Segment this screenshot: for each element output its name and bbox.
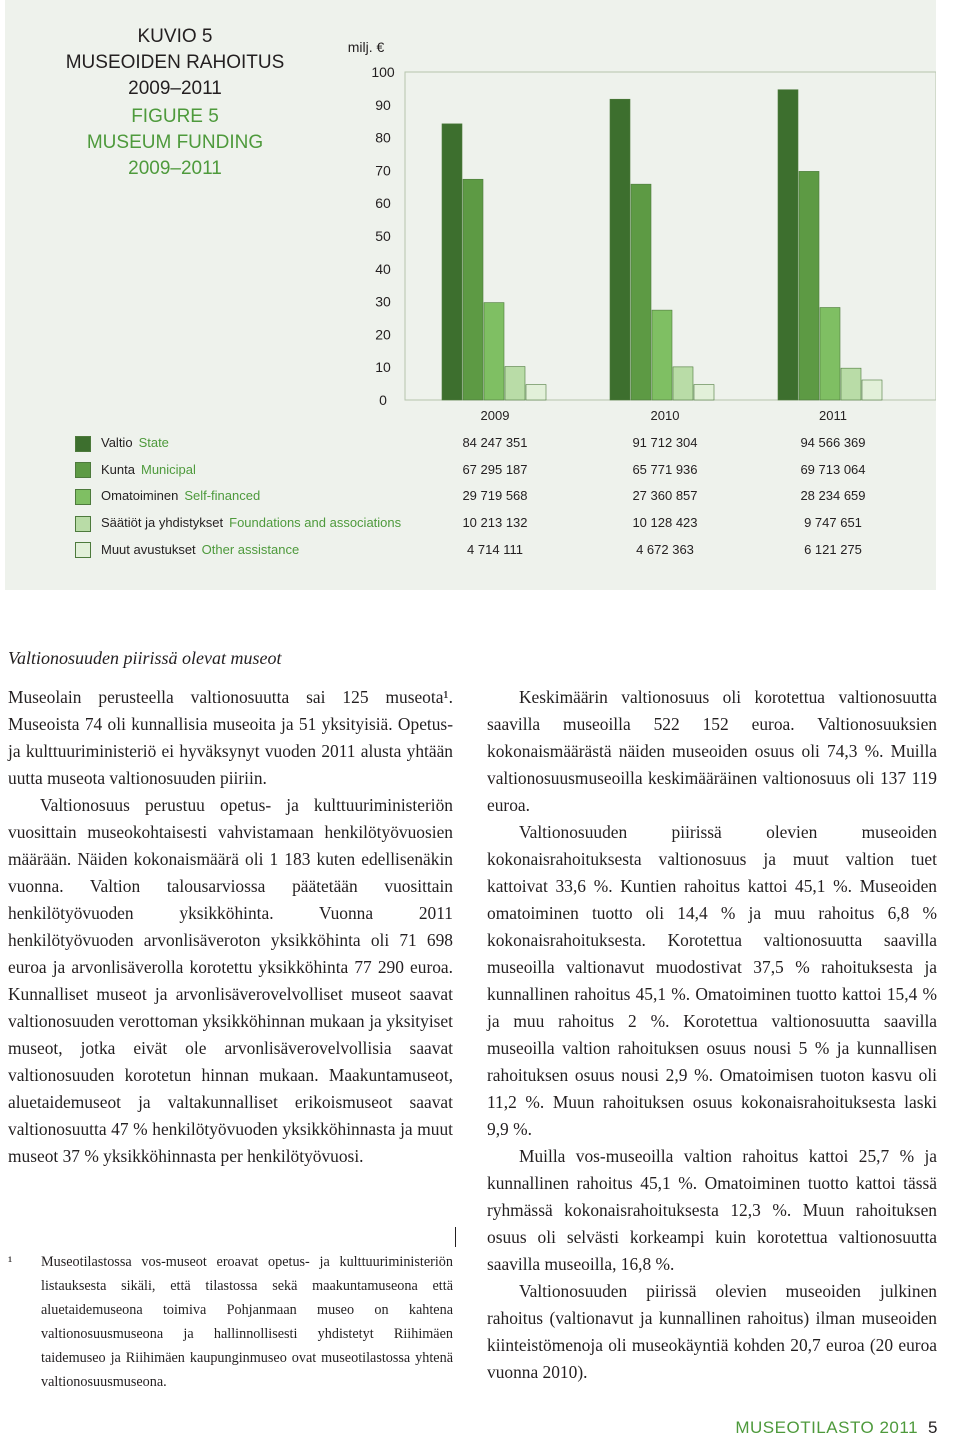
data-value: 69 713 064 (800, 461, 866, 477)
footnote-text: Museotilastossa vos-museot eroavat opetus- ja kulttuuriministeriön listauksesta sikäli, että tilastossa sekä maakuntamuseona että aluetaidemuseona toimiva Pohjanmaan museo on kahtena valtionosuusmuseona ja hallinnollisesti yhdistetyt Riihimäen taidemuseo ja Riihimäen kaupunginmuseo ovat museotilastossa yhtenä valtionosuusmuseona. (41, 1254, 453, 1390)
data-value: 27 360 857 (632, 488, 698, 504)
year-header: 2009 (480, 408, 510, 423)
bar-2011-1 (799, 171, 819, 400)
y-tick-label: 60 (375, 195, 391, 212)
y-tick-label: 50 (375, 228, 391, 244)
legend-item (75, 487, 260, 505)
bar-2009-2 (484, 303, 504, 400)
legend-label-en: State (138, 435, 169, 450)
data-value: 4 672 363 (636, 541, 694, 557)
year-header: 2011 (819, 408, 847, 423)
paragraph: Valtionosuus perustuu opetus- ja kulttuuriministeriön vuosittain museokohtaisesti vahvistamaan henkilötyövuosien määrään. Näiden kokonaismäärä oli 1 183 kuten edellisenäkin vuonna. Valtion talousarviossa päätetään vuosittain henkilötyövuoden yksikköhinta. Vuonna 2011 henkilötyövuoden arvonlisäveroton yksikköhinta oli 71 698 euroa ja arvonlisäverolla korotettu yksikköhinta 77 290 euroa. Kunnalliset museot ja arvonlisäverovelvolliset museot saavat valtionosuuden verottoman yksikköhinnan mukaan ja yksityiset museot, jotka eivät ole arvonlisäverovelvollisia saavat valtionosuuden korotetun hinnan mukaan. Maakuntamuseot, aluetaidemuseot ja valtakunnalliset erikoismuseot saavat valtionosuutta 47 % henkilötyövuoden yksikköhinnasta ja muut museot 37 % yksikköhinnasta per henkilötyövuosi. (8, 795, 453, 1166)
paragraph: Muilla vos-museoilla valtion rahoitus kattoi 25,7 % ja kunnallinen rahoitus 45,1 %. Omatoiminen tuotto kattoi tässä ryhmässä kokonaisrahoituksesta 12,3 %. Muun rahoituksen osuus oli selvästi korkeampi kuin korotettua valtionosuutta saavilla museoilla, 16,8 %. (487, 1146, 937, 1274)
y-tick-label: 0 (379, 392, 387, 408)
year-header: 2010 (650, 408, 680, 423)
data-value: 10 128 423 (632, 515, 698, 531)
data-value: 4 714 111 (467, 541, 523, 557)
paragraph: Valtionosuuden piirissä olevien museoiden kokonaisrahoituksesta valtionosuus ja muut valtion tuet kattoivat 33,6 %. Kuntien rahoitus kattoi 45,1 %. Museoiden omatoiminen tuotto oli 14,4 % ja muu rahoitus 6,8 % kokonaisrahoituksesta. Korotettua valtionosuutta saavilla museoilla valtionavut muodostivat 37,5 % rahoituksesta ja kunnallinen rahoitus 45,1 %. Omatoiminen tuotto kattoi 15,4 % ja muu rahoitus 2 %. Korotettua valtionosuutta saavilla museoilla valtion rahoituksen osuus nousi 5 % ja kunnallisen rahoituksen osuus nousi 2,9 %. Omatoimisen tuoton kasvu oli 11,2 %. Muun rahoituksen osuus kokonaisrahoituksesta laski 9,9 %. (487, 822, 937, 1139)
y-tick-label: 80 (375, 129, 391, 146)
data-value: 9 747 651 (804, 515, 862, 531)
legend-label-en: Other assistance (201, 541, 300, 557)
page-footer (735, 1418, 938, 1438)
legend-item (75, 461, 196, 479)
figure-panel (5, 0, 936, 590)
y-tick-label: 90 (375, 96, 391, 113)
y-tick-label: 70 (375, 162, 391, 179)
legend-label-fi: Muut avustukset (101, 541, 196, 557)
legend-label-en: Municipal (140, 461, 196, 477)
legend-swatch (75, 462, 91, 478)
bar-2010-2 (652, 310, 672, 400)
legend-label-fi: Valtio (101, 435, 133, 450)
footnote-mark: ¹ (8, 1254, 13, 1270)
figure-title-en: FIGURE 5 MUSEUM FUNDING 2009–2011 (86, 106, 264, 179)
page-number: 5 (928, 1418, 938, 1437)
legend-swatch (75, 436, 91, 452)
legend-item (75, 541, 299, 559)
bar-2011-4 (862, 380, 882, 400)
data-value: 94 566 369 (800, 435, 866, 450)
paragraph: Museolain perusteella valtionosuutta sai 125 museota¹. Museoista 74 oli kunnallisia museoita ja 51 yksityisiä. Opetus- ja kulttuuriministeriö ei hyväksynyt vuoden 2011 alusta yhtään uutta museota valtionosuuden piiriin. (8, 687, 453, 788)
bar-2010-0 (610, 99, 630, 400)
figure-title-fi: KUVIO 5 MUSEOIDEN RAHOITUS 2009–2011 (65, 26, 285, 99)
bar-2011-3 (841, 368, 861, 400)
y-axis-unit-label: milj. € (347, 39, 385, 55)
bar-2010-1 (631, 184, 651, 400)
y-tick-label: 20 (375, 326, 391, 343)
legend-label-en: Self-financed (184, 488, 261, 504)
legend-label-fi: Omatoiminen (101, 488, 179, 504)
legend-swatch (75, 542, 91, 558)
paragraph: Keskimäärin valtionosuus oli korotettua valtionosuutta saavilla museoilla 522 152 euroa. Valtionosuuksien kokonaismäärästä näiden museoiden osuus oli 74,3 %. Muilla valtionosuusmuseoilla keskimääräinen valtionosuus oli 137 119 euroa. (487, 687, 937, 815)
y-tick-label: 100 (371, 64, 395, 80)
bar-2009-3 (505, 367, 525, 400)
footnote (8, 1250, 453, 1394)
bar-2010-4 (694, 385, 714, 400)
data-value: 91 712 304 (632, 435, 698, 450)
right-column (487, 684, 937, 1386)
section-heading: Valtionosuuden piirissä olevat museot (8, 648, 282, 668)
legend-item (75, 514, 401, 532)
paragraph: Valtionosuuden piirissä olevien museoiden julkinen rahoitus (valtionavut ja kunnallinen rahoitus) ilman museoiden kiinteistömenoja oli museokäyntiä kohden 20,7 euroa (20 euroa vuonna 2010). (487, 1281, 937, 1382)
footnote-rule (455, 1227, 456, 1247)
bar-2011-2 (820, 308, 840, 400)
bar-2010-3 (673, 367, 693, 400)
bar-2009-1 (463, 179, 483, 400)
data-value: 84 247 351 (462, 435, 528, 450)
legend-swatch (75, 489, 91, 505)
data-value: 10 213 132 (462, 515, 528, 531)
data-value: 65 771 936 (632, 461, 698, 477)
data-value: 28 234 659 (800, 488, 866, 504)
y-tick-label: 30 (375, 293, 391, 310)
bar-2009-0 (442, 124, 462, 400)
data-value: 6 121 275 (804, 541, 862, 557)
bar-2011-0 (778, 90, 798, 400)
y-tick-label: 10 (375, 359, 391, 376)
data-value: 67 295 187 (462, 461, 528, 477)
legend-label-fi: Kunta (101, 461, 135, 477)
legend-item (75, 434, 169, 452)
data-value: 29 719 568 (462, 488, 528, 504)
legend-label-en: Foundations and associations (229, 515, 402, 531)
left-column (8, 684, 453, 1170)
legend-label-fi: Säätiöt ja yhdistykset (101, 515, 224, 531)
footer-label: MUSEOTILASTO 2011 (735, 1418, 919, 1437)
y-tick-label: 40 (375, 260, 391, 277)
bar-2009-4 (526, 385, 546, 400)
legend-swatch (75, 516, 91, 532)
